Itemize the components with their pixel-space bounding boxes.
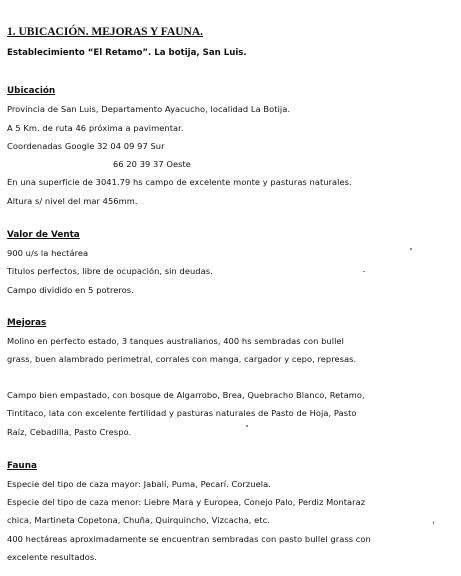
ubicacion-line: Coordenadas Google 32 04 09 97 Sur	[7, 141, 165, 151]
scan-speck	[433, 521, 434, 524]
ubicacion-line: Altura s/ nivel del mar 456mm.	[7, 196, 138, 206]
fauna-line: Especie del tipo de caza menor: Liebre Mara y Europea, Conejo Palo, Perdiz Montaraz	[7, 497, 366, 507]
ubicacion-line: Provincia de San Luis, Departamento Ayacucho, localidad La Botija.	[7, 104, 291, 114]
scan-speck	[246, 425, 248, 427]
mejoras-line: Campo bien empastado, con bosque de Algarrobo, Brea, Quebracho Blanco, Retamo,	[7, 390, 365, 400]
ubicacion-line: 66 20 39 37 Oeste	[113, 159, 191, 169]
mejoras-line: Molino en perfecto estado, 3 tanques australianos, 400 hs sembradas con bullel	[7, 336, 344, 346]
section-heading-ubicacion: Ubicación	[7, 86, 56, 96]
document-title: 1. UBICACIÓN. MEJORAS Y FAUNA.	[7, 26, 204, 38]
fauna-line: excelente resultados.	[7, 552, 97, 562]
mejoras-line: Raíz, Cebadilla, Pasto Crespo.	[7, 427, 132, 437]
ubicacion-line: A 5 Km. de ruta 46 próxima a pavimentar.	[7, 123, 184, 133]
scan-speck	[410, 248, 412, 250]
ubicacion-line: En una superficie de 3041.79 hs campo de excelente monte y pasturas naturales.	[7, 177, 352, 187]
fauna-line: 400 hectáreas aproximadamente se encuentran sembradas con pasto bullel grass con	[7, 534, 371, 544]
valor-line: 900 u/s la hectárea	[7, 248, 89, 258]
valor-line: Titulos perfectos, libre de ocupación, sin deudas.	[7, 266, 213, 276]
mejoras-line: grass, buen alambrado perimetral, corrales con manga, cargador y cepo, represas.	[7, 354, 357, 364]
fauna-line: chica, Martineta Copetona, Chuña, Quirquincho, Vizcacha, etc.	[7, 515, 270, 525]
mejoras-line: Tintitaco, lata con excelente fertilidad y pasturas naturales de Pasto de Hoja, Pasto	[7, 408, 357, 418]
scan-speck	[363, 271, 365, 272]
section-heading-mejoras: Mejoras	[7, 318, 47, 328]
fauna-line: Especie del tipo de caza mayor: Jabalí, Puma, Pecarí. Corzuela.	[7, 479, 271, 489]
valor-line: Campo dividido en 5 potreros.	[7, 285, 134, 295]
establishment-subtitle: Establecimiento “El Retamo”. La botija, San Luis.	[7, 48, 247, 58]
section-heading-fauna: Fauna	[7, 461, 37, 471]
section-heading-valor: Valor de Venta	[7, 230, 80, 240]
